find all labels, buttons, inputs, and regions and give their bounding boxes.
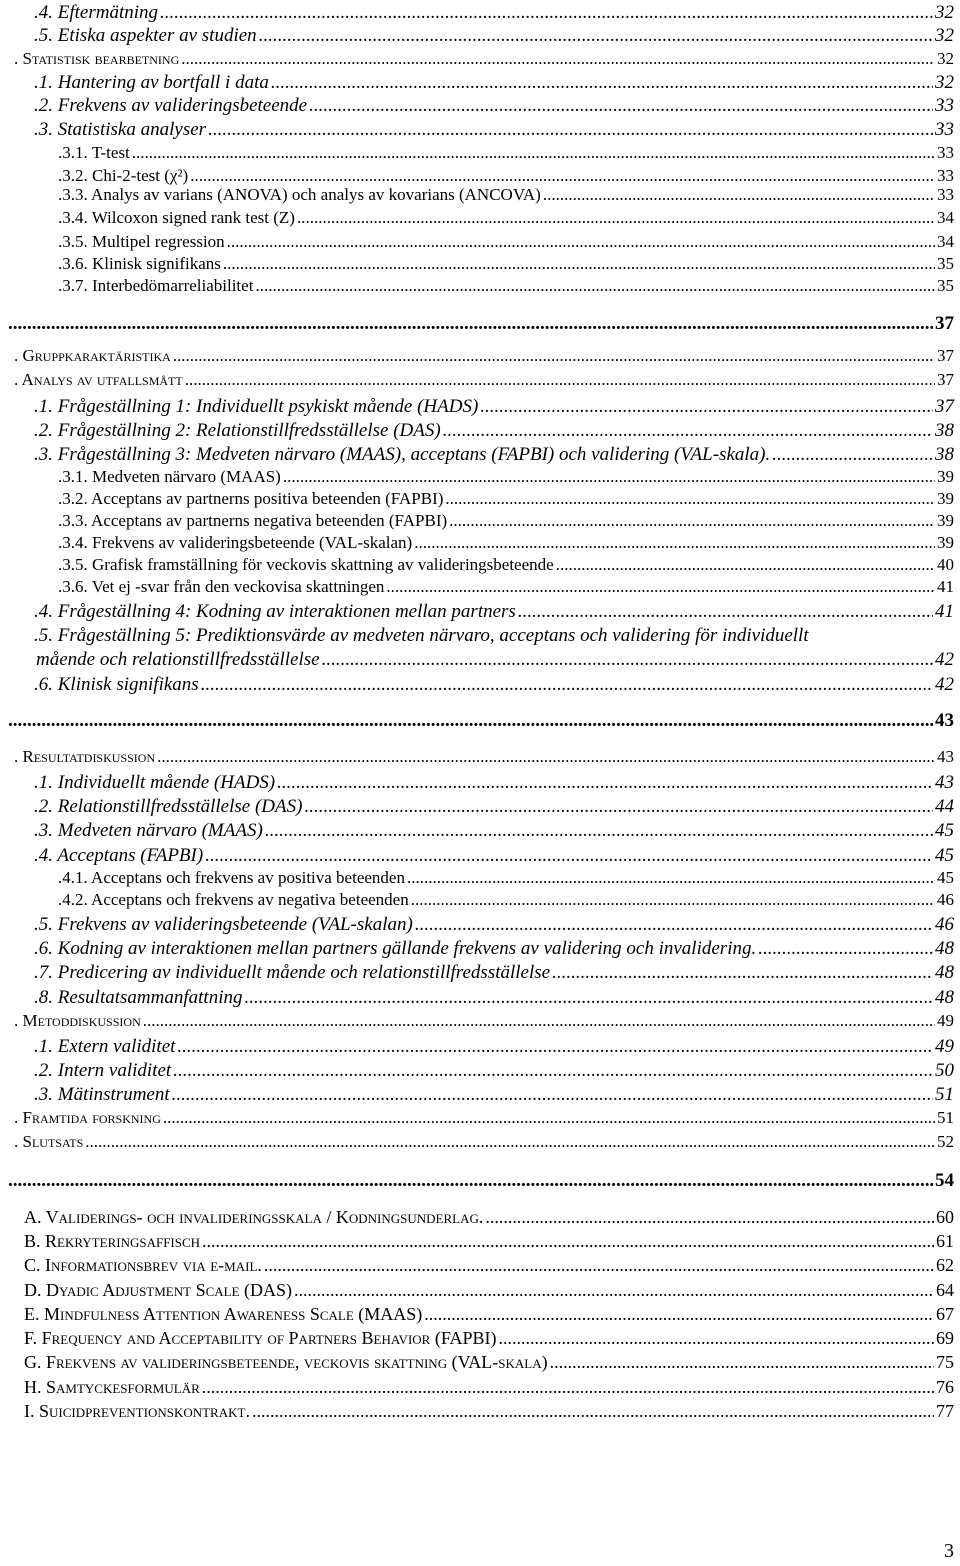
toc-entry[interactable] [0,1304,960,1325]
toc-entry[interactable] [0,710,960,732]
toc-page-number: 60 [936,1207,954,1227]
dot-leader [201,674,933,696]
toc-entry-title: .5. Frekvens av valideringsbeteende (VAL-skalan) [34,914,413,935]
toc-page-number: 51 [935,1084,954,1105]
toc-entry[interactable] [0,674,960,696]
toc-entry-title: .3.6. Vet ej -svar från den veckovisa skattningen [58,577,385,596]
toc-entry-title: .3.6. Klinisk signifikans [58,254,221,273]
toc-entry[interactable] [0,555,960,575]
toc-page-number: 32 [935,72,954,93]
toc-entry-title: H. Samtyckesformulär [24,1377,200,1397]
toc-page-number: 33 [937,166,954,185]
toc-entry[interactable] [0,890,960,910]
dot-leader [283,467,935,487]
toc-entry[interactable] [0,820,960,842]
dot-leader [550,1352,934,1373]
toc-page-number: 64 [936,1280,954,1300]
toc-entry-title: . Slutsats [14,1132,84,1151]
dot-leader [252,1401,934,1422]
dot-leader [411,890,935,910]
toc-entry[interactable] [0,649,960,671]
dot-leader [443,420,933,442]
toc-entry-title: .3. Mätinstrument [34,1084,170,1105]
dot-leader [424,1304,934,1325]
dot-leader [304,796,933,818]
dot-leader [386,577,935,597]
dot-leader [407,868,935,888]
toc-entry[interactable] [0,143,960,163]
toc-entry-title: .2. Frekvens av valideringsbeteende [34,95,308,116]
toc-page-number: 43 [935,772,954,793]
toc-page-number: 52 [937,1132,954,1151]
toc-entry-title: E. Mindfulness Attention Awareness Scale (MAAS) [24,1304,423,1324]
toc-entry[interactable] [0,276,960,296]
toc-entry[interactable] [0,533,960,553]
toc-entry-title: .4.1. Acceptans och frekvens av positiva beteenden [58,868,405,887]
toc-page-number: 39 [937,467,954,486]
toc-entry[interactable] [0,772,960,794]
toc-page-number: 77 [936,1401,954,1421]
toc-page-number: 49 [935,1036,954,1057]
dot-leader [8,1170,933,1192]
dot-leader [543,185,935,205]
toc-page-number: 37 [935,313,954,334]
toc-entry[interactable] [0,511,960,531]
toc-page-number: 32 [935,2,954,23]
dot-leader [445,489,935,509]
toc-entry-title: . Framtida forskning [14,1108,161,1127]
toc-page-number: 43 [935,710,954,731]
toc-entry-title: .3.3. Analys av varians (ANOVA) och analys av kovarians (ANCOVA) [58,185,541,204]
toc-entry-title: .3.5. Multipel regression [58,232,225,251]
toc-entry-title: .3.1. T-test [58,143,130,162]
toc-entry-title: .4. Frågeställning 4: Kodning av interaktionen mellan partners [34,601,516,622]
toc-entry-title: D. Dyadic Adjustment Scale (DAS) [24,1280,293,1300]
toc-page-number: 51 [937,1108,954,1127]
toc-entry[interactable] [0,346,960,366]
dot-leader [244,987,933,1009]
toc-entry-title: F. Frequency and Acceptability of Partners Behavior (FAPBI) [24,1328,497,1348]
toc-entry-title: .1. Hantering av bortfall i data [34,72,269,93]
dot-leader [160,2,933,24]
toc-entry-title: . Analys av utfallsmått [14,370,183,389]
toc-page-number: 33 [937,185,954,204]
toc-page-number: 44 [935,796,954,817]
toc-entry[interactable] [0,601,960,623]
toc-entry[interactable] [0,119,960,141]
dot-leader [294,1280,934,1301]
dot-leader [322,649,933,671]
toc-page-number: 42 [935,674,954,695]
toc-entry-title: .3. Medveten närvaro (MAAS) [34,820,263,841]
dot-leader [277,772,933,794]
toc-entry-title: .3.4. Wilcoxon signed rank test (Z) [58,208,295,227]
toc-entry[interactable] [0,845,960,867]
toc-entry-title: .6. Klinisk signifikans [34,674,199,695]
dot-leader [414,533,935,553]
toc-entry-title: .5. Frågeställning 5: Prediktionsvärde av medveten närvaro, acceptans och validering för individuellt [34,625,809,646]
toc-entry-title: .2. Relationstillfredsställelse (DAS) [34,796,303,817]
toc-entry-title: C. Informationsbrev via e-mail. [24,1255,262,1275]
dot-leader [185,370,935,390]
toc-entry[interactable] [0,1377,960,1398]
toc-entry[interactable] [0,1328,960,1349]
toc-page-number: 49 [937,1011,954,1030]
toc-entry-title: .3.5. Grafisk framställning för veckovis skattning av valideringsbeteende [58,555,554,574]
toc-page-number: 33 [935,95,954,116]
dot-leader [297,208,935,228]
toc-entry-title: mående och relationstillfredsställelse [36,649,320,670]
toc-page-number: 35 [937,276,954,295]
dot-leader [449,511,935,531]
toc-page-number: 42 [935,649,954,670]
toc-page-number: 45 [937,868,954,887]
toc-entry-title: I. Suicidpreventionskontrakt. [24,1401,250,1421]
toc-page-number: 41 [935,601,954,622]
toc-page-number: 43 [937,747,954,766]
toc-page-number: 37 [935,396,954,417]
dot-leader [772,444,933,466]
toc-entry-title: A. Validerings- och invalideringsskala / Kodningsunderlag. [24,1207,484,1227]
toc-entry-title: .3.2. Chi-2-test (χ²) [58,166,189,185]
toc-entry-title: .4. Acceptans (FAPBI) [34,845,204,866]
toc-entry[interactable] [0,444,960,466]
toc-page-number: 46 [937,890,954,909]
toc-page-number: 34 [937,208,954,227]
toc-entry-title: . Gruppkaraktäristika [14,346,171,365]
toc-entry[interactable] [0,747,960,767]
toc-page-number: 41 [937,577,954,596]
toc-page-number: 76 [936,1377,954,1397]
dot-leader [173,346,935,366]
toc-entry-title: .2. Frågeställning 2: Relationstillfredsställelse (DAS) [34,420,441,441]
toc-entry-title: .4. Eftermätning [34,2,159,23]
toc-entry[interactable] [0,467,960,487]
toc-entry[interactable] [0,1036,960,1058]
toc-entry-title: .3.2. Acceptans av partnerns positiva beteenden (FAPBI) [58,489,444,508]
toc-page-number: 62 [936,1255,954,1275]
toc-entry-title: .3. Statistiska analyser [34,119,207,140]
dot-leader [177,1036,933,1058]
toc-page-number: 48 [935,962,954,983]
toc-page-number: 54 [935,1170,954,1191]
dot-leader [309,95,933,117]
toc-entry-title: . Statistisk bearbetning [14,49,180,68]
toc-page-number: 38 [935,420,954,441]
toc-page-number: 39 [937,489,954,508]
page-number: 3 [944,1540,954,1562]
toc-entry[interactable] [0,625,960,647]
toc-entry[interactable] [0,868,960,888]
toc-entry[interactable] [0,577,960,597]
toc-entry[interactable] [0,1170,960,1192]
dot-leader [480,396,933,418]
dot-leader [255,276,935,296]
toc-page-number: 48 [935,938,954,959]
toc-entry-title: .3. Frågeställning 3: Medveten närvaro (MAAS), acceptans (FAPBI) och validering (VAL-skala). [34,444,771,465]
toc-entry[interactable] [0,72,960,94]
toc-entry[interactable] [0,1132,960,1152]
dot-leader [552,962,933,984]
toc-entry[interactable] [0,2,960,24]
dot-leader [132,143,935,163]
dot-leader [556,555,935,575]
toc-entry-title: .1. Frågeställning 1: Individuellt psykiskt mående (HADS) [34,396,479,417]
dot-leader [485,1207,934,1228]
dot-leader [163,1108,935,1128]
toc-page-number: 32 [935,25,954,46]
toc-entry-title: G. Frekvens av valideringsbeteende, veckovis skattning (VAL-skala) [24,1352,548,1372]
dot-leader [202,1231,934,1252]
toc-page-number: 33 [935,119,954,140]
dot-leader [227,232,935,252]
dot-leader [190,166,935,186]
toc-page-number: 34 [937,232,954,251]
toc-entry[interactable] [0,1255,960,1276]
toc-entry[interactable] [0,25,960,47]
dot-leader [205,845,933,867]
toc-page-number: 39 [937,533,954,552]
toc-entry[interactable] [0,1280,960,1301]
toc-entry-title: .1. Extern validitet [34,1036,176,1057]
toc-entry[interactable] [0,166,960,186]
toc-entry[interactable] [0,914,960,936]
toc-entry[interactable] [0,796,960,818]
toc-entry-title: .6. Kodning av interaktionen mellan partners gällande frekvens av validering och invalidering. [34,938,757,959]
toc-entry[interactable] [0,1108,960,1128]
toc-page-number: 69 [936,1328,954,1348]
toc-entry[interactable] [0,49,960,69]
toc-page-number: 39 [937,511,954,530]
toc-page-number: 46 [935,914,954,935]
dot-leader [271,72,933,94]
toc-entry-title: .1. Individuellt mående (HADS) [34,772,276,793]
toc-entry-title: .3.4. Frekvens av valideringsbeteende (VAL-skalan) [58,533,413,552]
dot-leader [208,119,933,141]
toc-entry[interactable] [0,232,960,252]
toc-entry[interactable] [0,489,960,509]
dot-leader [264,1255,934,1276]
toc-entry[interactable] [0,254,960,274]
toc-entry-title: B. Rekryteringsaffisch [24,1231,201,1251]
toc-entry-title: .7. Predicering av individuellt mående och relationstillfredsställelse [34,962,551,983]
toc-entry[interactable] [0,1060,960,1082]
toc-entry[interactable] [0,95,960,117]
dot-leader [499,1328,934,1349]
dot-leader [157,747,935,767]
toc-entry-title: .5. Etiska aspekter av studien [34,25,257,46]
toc-page-number: 50 [935,1060,954,1081]
dot-leader [143,1011,935,1031]
toc-entry-title: .3.3. Acceptans av partnerns negativa beteenden (FAPBI) [58,511,448,530]
toc-entry-title: .4.2. Acceptans och frekvens av negativa beteenden [58,890,409,909]
dot-leader [265,820,933,842]
toc-page-number: 45 [935,820,954,841]
toc-entry[interactable] [0,987,960,1009]
toc-page-number: 38 [935,444,954,465]
dot-leader [518,601,933,623]
toc-entry-title: . Resultatdiskussion [14,747,156,766]
dot-leader [758,938,933,960]
toc-entry[interactable] [0,185,960,205]
toc-page-number: 48 [935,987,954,1008]
dot-leader [181,49,935,69]
toc-page-number: 75 [936,1352,954,1372]
dot-leader [172,1084,933,1106]
toc-entry[interactable] [0,313,960,335]
toc-entry[interactable] [0,1084,960,1106]
toc-page-number: 61 [936,1231,954,1251]
toc-page-number: 35 [937,254,954,273]
toc-entry-title: . Metoddiskussion [14,1011,141,1030]
toc-entry[interactable] [0,1231,960,1252]
toc-page-number: 40 [937,555,954,574]
dot-leader [415,914,933,936]
toc-entry[interactable] [0,1401,960,1422]
toc-entry[interactable] [0,1011,960,1031]
toc-entry[interactable] [0,1207,960,1228]
toc-entry[interactable] [0,420,960,442]
toc-page-number: 33 [937,143,954,162]
toc-entry[interactable] [0,938,960,960]
toc-entry[interactable] [0,396,960,418]
toc-entry-title: .3.1. Medveten närvaro (MAAS) [58,467,281,486]
dot-leader [202,1377,934,1398]
toc-entry-title: .8. Resultatsammanfattning [34,987,243,1008]
toc-entry[interactable] [0,1352,960,1373]
dot-leader [259,25,933,47]
toc-entry[interactable] [0,208,960,228]
dot-leader [8,313,933,335]
toc-entry-title: .3.7. Interbedömarreliabilitet [58,276,254,295]
dot-leader [85,1132,935,1152]
toc-entry-title: .2. Intern validitet [34,1060,172,1081]
toc-entry[interactable] [0,962,960,984]
toc-entry[interactable] [0,370,960,390]
toc-page-number: 45 [935,845,954,866]
toc-page-number: 32 [937,49,954,68]
dot-leader [173,1060,933,1082]
toc-page-number: 67 [936,1304,954,1324]
dot-leader [223,254,935,274]
toc-page-number: 37 [937,370,954,389]
dot-leader [8,710,933,732]
toc-page-number: 37 [937,346,954,365]
